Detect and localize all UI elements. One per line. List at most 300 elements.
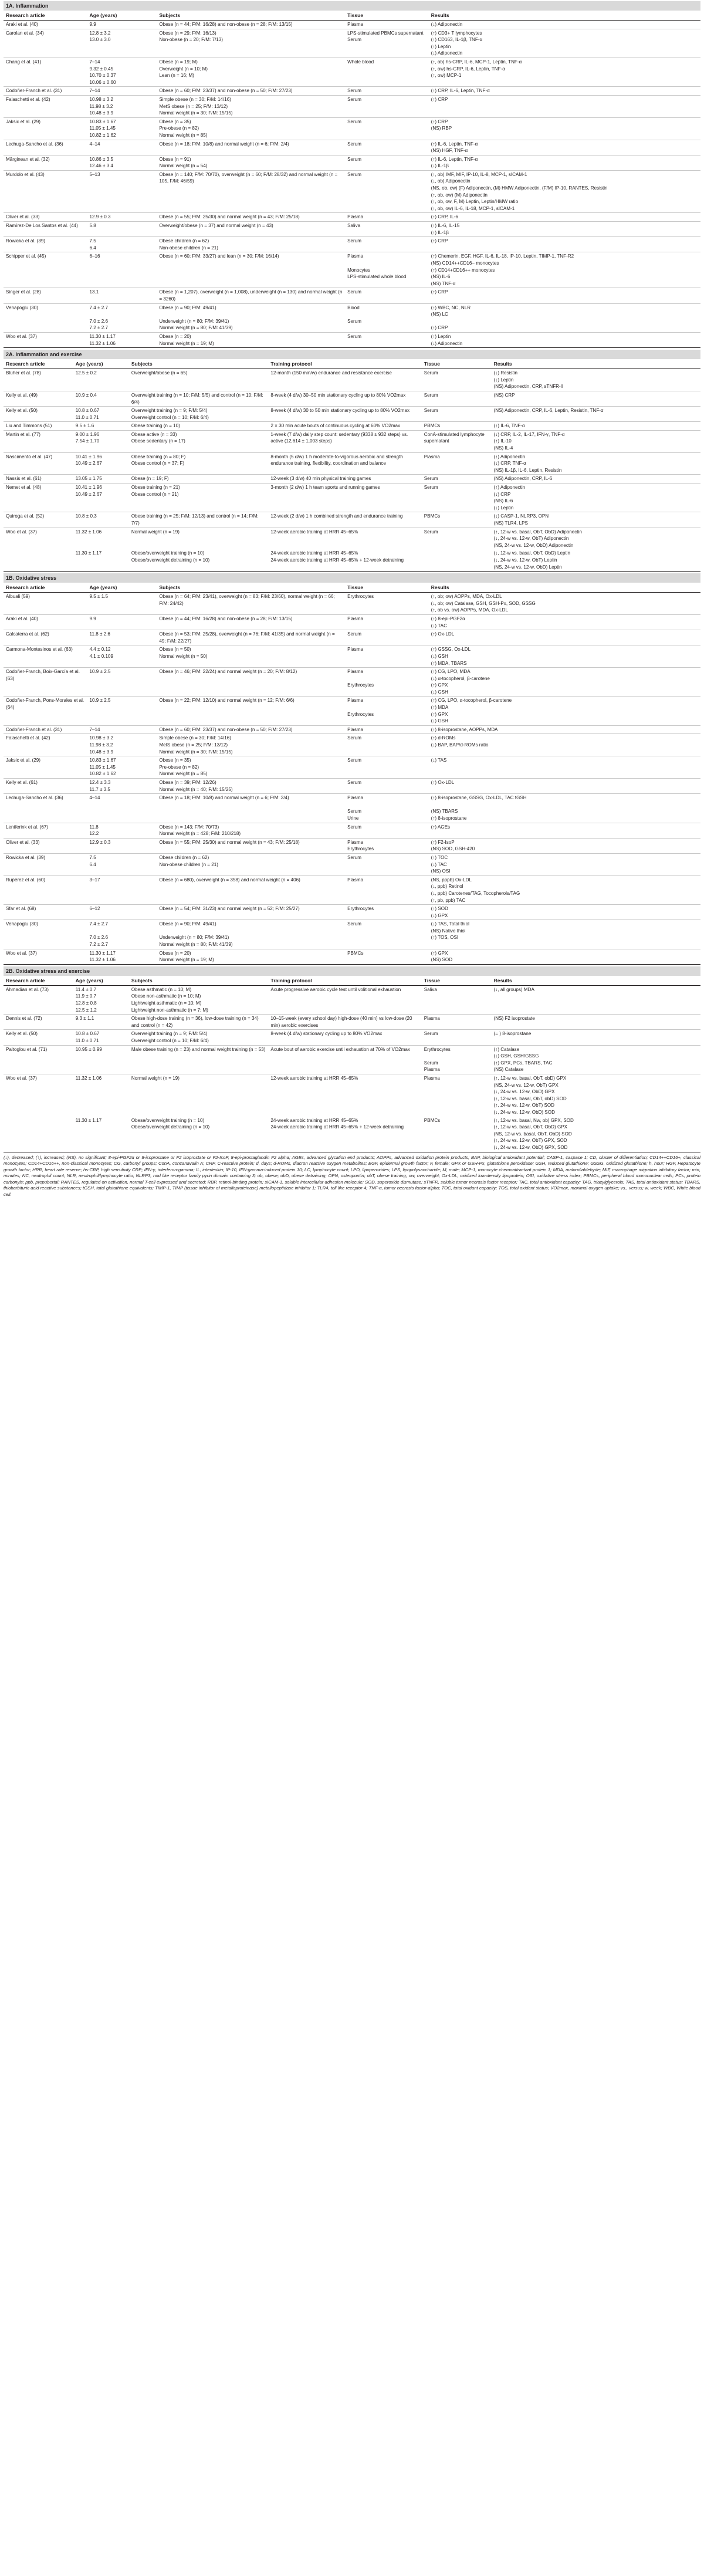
table-cell: (↑) GPX (NS) SOD xyxy=(429,949,700,964)
table-cell: Acute bout of aerobic exercise until exhaustion at 70% of VO2max xyxy=(268,1045,421,1074)
table-cell: Obese (n = 90; F/M: 49/41) Underweight (n = 80; F/M: 39/41) Normal weight (n = 80; F/M: 41/39) xyxy=(157,303,345,332)
research-article-cell: Jaksic et al. (29) xyxy=(4,117,87,140)
column-header: Age (years) xyxy=(87,11,157,21)
table-row xyxy=(4,252,700,288)
table-cell: 10.98 ± 3.2 11.98 ± 3.2 10.48 ± 3.9 xyxy=(87,95,157,117)
table-cell: (↑) CRP xyxy=(429,95,700,117)
table-cell: Obese training (n = 21) Obese control (n = 21) xyxy=(129,484,269,512)
table-cell: 24-week aerobic training at HRR 45–65% 24-week aerobic training at HRR 45–65% + 12-week detraining xyxy=(270,550,404,563)
table-row xyxy=(4,823,700,838)
table-cell: Serum xyxy=(422,475,492,484)
table-cell: 12-week aerobic training at HRR 45–65% xyxy=(268,528,421,549)
table-cell: Obese (n = 60; F/M: 33/27) and lean (n = 30; F/M: 16/14) xyxy=(157,252,345,288)
table-cell: (↑, ob) hs-CRP, IL-6, MCP-1, Leptin, TNF-α (↑, ow) hs-CRP, IL-6, Leptin, TNF-α (↑, ow) MCP-1 xyxy=(429,58,700,86)
table-row xyxy=(4,369,700,391)
research-article-cell: Murdolo et al. (43) xyxy=(4,170,87,213)
table-cell: Serum xyxy=(345,140,429,155)
table-cell: (↑, ob; ow) AOPPs, MDA, Ox-LDL (↓, ob; ow) Catalase, GSH, GSH-Px, SOD, GSSG (↑, ob vs. ow) AOPPs, MDA, Ox-LDL xyxy=(431,594,536,613)
table-cell: Serum xyxy=(422,391,492,406)
table-cell: (↑, ob) IMF, MIF, IP-10, IL-8, MCP-1, sICAM-1 (↓, ob) Adiponectin (NS, ob, ow) (F) Adiponectin, (M) HMW Adiponectin, (F/M) IP-10, RANTES, Resistin (↑, ob, ow) (M) Adiponectin (↑, ob, ow, F, M) Leptin, Leptin/HMW ratio (↑, ob, ow) IL-6, IL-18, MCP-1, sICAM-1 xyxy=(429,170,700,213)
table-cell: Serum xyxy=(422,528,492,549)
research-article-cell: Codoñer-Franch, Boix-García et al. (63) xyxy=(4,668,87,697)
table-cell: 4–14 xyxy=(87,140,157,155)
table-cell: 11.8 12.2 xyxy=(87,823,157,838)
table-cell: 11.8 ± 2.6 xyxy=(87,630,157,645)
table-cell: Obese training (n = 10) xyxy=(129,422,269,431)
data-table xyxy=(4,11,700,347)
table-cell: 1-week (7 d/w) daily step count: sedentary (9338 ± 932 steps) vs. active (12,614 ± 1,003 steps) xyxy=(268,430,421,452)
table-cell: (↑) WBC, NC, NLR (NS) LC (↑) CRP xyxy=(429,303,700,332)
table-cell: 3-month (2 d/w) 1 h team sports and running games xyxy=(268,484,421,512)
table-cell: (↑) Ox-LDL xyxy=(429,630,700,645)
table-cell: Overweight training (n = 9; F/M: 5/4) Overweight control (n = 10; F/M: 6/4) xyxy=(129,407,269,422)
column-header: Age (years) xyxy=(87,583,157,593)
table-cell: Serum xyxy=(345,237,429,252)
column-header: Research article xyxy=(4,359,73,369)
table-cell: Obese (n = 18; F/M: 10/8) and normal weight (n = 6; F/M: 2/4) xyxy=(157,794,345,823)
research-article-cell: Dennis et al. (72) xyxy=(4,1015,73,1030)
column-header: Subjects xyxy=(129,359,269,369)
table-cell: Serum xyxy=(345,288,429,303)
table-cell: Simple obese (n = 30; F/M: 14/16) MetS obese (n = 25; F/M: 13/12) Normal weight (n = 30; F/M: 15/15) xyxy=(157,95,345,117)
table-cell: Obese high-dose training (n = 36), low-dose training (n = 34) and control (n = 42) xyxy=(129,1015,269,1030)
table-row xyxy=(4,155,700,170)
table-row xyxy=(4,237,700,252)
table-row xyxy=(4,222,700,237)
table-cell: Plasma xyxy=(345,725,429,734)
research-article-cell xyxy=(4,1117,73,1152)
research-article-cell: Albuali (59) xyxy=(6,594,30,600)
research-article-cell: Codoñer-Franch, Pons-Morales et al. (64) xyxy=(4,697,87,725)
table-cell: Plasma Erythrocytes xyxy=(345,668,429,697)
table-row xyxy=(4,58,700,86)
research-article-cell: Woo et al. (37) xyxy=(4,332,87,347)
research-article-cell: Jaksic et al. (29) xyxy=(4,756,87,779)
table-cell: 7.4 ± 2.7 7.0 ± 2.6 7.2 ± 2.7 xyxy=(87,920,157,949)
table-cell: (NS, pppb) Ox-LDL (↓, ppb) Retinol (↓, ppb) Carotenes/TAG, Tocopherols/TAG (↑, pb, ppb) TAC xyxy=(429,875,700,904)
table-cell: PBMCs xyxy=(424,1117,441,1123)
table-cell: Serum xyxy=(345,170,429,213)
table-cell: 4–14 xyxy=(87,794,157,823)
table-cell: (↓, 12-w vs. basal, ObT, ObD) Leptin (↓, 24-w vs. 12-w, ObT) Leptin (NS, 24-w vs. 12-w, ObD) Leptin xyxy=(493,550,571,570)
table-row xyxy=(4,920,700,949)
table-row xyxy=(4,756,700,779)
table-cell: (= ) 8-isoprostane xyxy=(492,1030,700,1045)
table-cell: Obese (n = 55; F/M: 25/30) and normal weight (n = 43; F/M: 25/18) xyxy=(157,213,345,222)
table-row xyxy=(4,838,700,853)
table-cell: Male obese training (n = 23) and normal weight training (n = 53) xyxy=(129,1045,269,1074)
table-row xyxy=(4,875,700,904)
table-cell: Obese (n = 29; F/M: 16/13) Non-obese (n = 20; F/M: 7/13) xyxy=(157,29,345,58)
table-cell: 12-week (2 d/w) 1 h combined strength and endurance training xyxy=(268,512,421,528)
table-cell: Obese/overweight training (n = 10) Obese/overweight detraining (n = 10) xyxy=(131,550,210,563)
research-article-cell: Oliver et al. (33) xyxy=(4,838,87,853)
table-cell: 11.30 ± 1.17 11.32 ± 1.06 xyxy=(87,332,157,347)
research-article-cell: Carmona-Montesinos et al. (63) xyxy=(4,645,87,668)
research-article-cell: Kelly et al. (61) xyxy=(4,779,87,794)
table-cell: (↓) CRP, IL-2, IL-17, IFN-γ, TNF-α (↑) IL-10 (NS) IL-4 xyxy=(492,430,700,452)
research-article-cell: Codoñer-Franch et al. (31) xyxy=(4,725,87,734)
table-cell: Obese/overweight training (n = 10) Obese/overweight detraining (n = 10) xyxy=(131,1117,210,1130)
table-cell: 10.8 ± 0.67 11.0 ± 0.71 xyxy=(73,1030,129,1045)
research-article-cell: Chang et al. (41) xyxy=(4,58,87,86)
table-cell: 5.8 xyxy=(87,222,157,237)
table-cell: Obese (n = 90; F/M: 49/41) Underweight (n = 80; F/M: 39/41) Normal weight (n = 80; F/M: 41/39) xyxy=(157,920,345,949)
table-cell: 6–16 xyxy=(87,252,157,288)
table-cell: Obese (n = 44; F/M: 16/28) and non-obese (n = 28; F/M: 13/15) xyxy=(159,22,293,27)
table-cell: (↑) GSSG, Ox-LDL (↓) GSH (↑) MDA, TBARS xyxy=(429,645,700,668)
table-cell: Obese asthmatic (n = 10; M) Obese non-asthmatic (n = 10; M) Lightweight asthmatic (n = 10; M) Lightweight non-asthmatic (n = 7; M) xyxy=(131,986,208,1013)
table-row xyxy=(4,21,700,29)
table-row xyxy=(4,117,700,140)
table-cell: (↑) CG, LPO, MDA (↓) α-tocopherol, β-carotene (↑) GPX (↓) GSH xyxy=(429,668,700,697)
table-row xyxy=(4,95,700,117)
table-cell: Obese training (n = 25; F/M: 12/13) and control (n = 14; F/M: 7/7) xyxy=(129,512,269,528)
research-article-cell: Nassis et al. (61) xyxy=(4,475,73,484)
research-article-cell: Ramírez-De Los Santos et al. (44) xyxy=(4,222,87,237)
table-cell: Obese (n = 1,207), overweight (n = 1,008), underweight (n = 130) and normal weight (n = 3260) xyxy=(157,288,345,303)
table-cell: Obese (n = 54; F/M: 31/23) and normal weight (n = 52; F/M: 25/27) xyxy=(157,905,345,920)
research-article-cell: Woo et al. (37) xyxy=(4,528,73,549)
table-cell xyxy=(422,549,492,571)
table-cell: Serum xyxy=(345,155,429,170)
table-cell: 7–14 xyxy=(87,87,157,96)
table-row xyxy=(4,593,700,615)
research-article-cell: Mărginean et al. (32) xyxy=(4,155,87,170)
table-cell: 7–14 9.32 ± 0.45 10.70 ± 0.37 10.06 ± 0.60 xyxy=(87,58,157,86)
table-row xyxy=(4,1074,700,1116)
research-article-cell: Ahmadian et al. (73) xyxy=(6,986,49,992)
table-cell: 10.9 ± 2.5 xyxy=(87,668,157,697)
table-cell: Serum xyxy=(345,332,429,347)
column-header: Subjects xyxy=(129,976,269,986)
table-cell: 12-month (150 min/w) endurance and resistance exercise xyxy=(270,370,392,376)
data-table xyxy=(4,583,700,964)
table-cell: (NS) CRP xyxy=(492,391,700,406)
table-cell: 12-week aerobic training at HRR 45–65% xyxy=(268,1074,421,1116)
column-header: Training protocol xyxy=(268,359,421,369)
table-row xyxy=(4,140,700,155)
table-cell: (↑) Ox-LDL xyxy=(429,779,700,794)
research-article-cell: Blüher et al. (78) xyxy=(6,370,41,376)
column-header: Training protocol xyxy=(268,976,421,986)
table-cell: Plasma xyxy=(345,614,429,630)
table-cell: 12.9 ± 0.3 xyxy=(87,838,157,853)
table-cell: 5–13 xyxy=(87,170,157,213)
section-title: 1B. Oxidative stress xyxy=(4,573,700,583)
table-cell: 10.41 ± 1.96 10.49 ± 2.67 xyxy=(73,484,129,512)
table-cell: Obese (n = 20) Normal weight (n = 19; M) xyxy=(157,949,345,964)
table-cell: 10.8 ± 0.67 11.0 ± 0.71 xyxy=(73,407,129,422)
column-header: Results xyxy=(492,359,700,369)
table-row xyxy=(4,303,700,332)
table-cell: Plasma xyxy=(422,452,492,475)
table-cell: Obese (n = 60; F/M: 23/37) and non-obese (n = 50; F/M: 27/23) xyxy=(157,87,345,96)
research-article-cell: Schipper et al. (45) xyxy=(4,252,87,288)
table-cell: 10.83 ± 1.67 11.05 ± 1.45 10.82 ± 1.62 xyxy=(87,117,157,140)
research-article-cell: Rupérez et al. (60) xyxy=(4,875,87,904)
table-row xyxy=(4,512,700,528)
table-cell: Obese (n = 143; F/M: 70/73) Normal weight (n = 428; F/M: 210/218) xyxy=(157,823,345,838)
table-row xyxy=(4,697,700,725)
data-table xyxy=(4,359,700,571)
research-article-cell: Kelly et al. (50) xyxy=(4,407,73,422)
table-row xyxy=(4,853,700,875)
column-header: Tissue xyxy=(422,976,492,986)
table-cell: Plasma Erythrocytes xyxy=(345,697,429,725)
table-cell: Obese (n = 46; F/M: 22/24) and normal weight (n = 20; F/M: 8/12) xyxy=(157,668,345,697)
table-footnote: (↓), decreased; (↑), increased; (NS), no significant; 8-epi-PGF2α or 8-isoprostane or F2 isoprostate or F2-IsoP, 8-epi-prostaglandin F2 alpha; AGEs, advanced glycation end products; AOPPs, advanced oxidation protein products; BAP, biological antioxidant potential; CASP-1, caspase 1; CD, cluster of differentiation; CD14++CD16+, classical monocytes; CD14+CD16++, non-classical monocytes; CG, carbonyl groups; ConA, concanavalin A; CRP, C-reactive protein; d, days; d-ROMs, diacron reactive oxygen metabolites; EGF, epidermal growth factor; F, female; GPX or GSH-Px, glutathione peroxidase; GSH, reduced glutathione; GSSG, oxidized glutathione; h, hour; HGF, Hepatocyte growth factor; HRR, heart rate reserve; hs-CRP, high sensitivity CRP; IFN-γ, interferon-gamma; IL, interleukin; IP-10, IFN-gamma-induced protein 10; LC, lymphocyte count; LPO, lipoperoxides; LPS, lipopolysaccharide; M, male; MCP-1, monocyte chemoattractant protein 1; MDA, malondialdehyde; MIF, macrophage migration inhibitory factor; min, minutes; NC, neutrophil count; NLR, neutrophil/lymphocyte ratio; NLRP3, nod like receptor family pyrin domain containing 3; ob, obese; obD, obese detraining; OPN, osteopontin; obT, obese training; ow, overweight; Ox-LDL, oxidized low-density lipoprotein; OSI, oxidative stress index; PBMCs, peripheral blood mononuclear cells; PCs, protein carbonyls; ppb, prepubertal; RANTES, regulated on activation, normal T-cell expressed and secreted; RBP, retinol-binding protein; sICAM-1, soluble intercellular adhesion molecule; SOD, superoxide dismutase; sTNFR, soluble tumor necrosis factor receptor; TAC, total antioxidant capacity; TAG, triacylglycerols; TAS, total antioxidant status; TBARS, thiobarbituric acid reactive substances; tGSH, total glutathione equivalents; TIMP-1, TIMP (tissue inhibitor of metalloproteinase) metallopeptidase inhibitor 1; TLR4, toll like receptor 4; TNF-α, tumor necrosis factor-alpha; TOC, total oxidant capacity; TOS, total oxidant status; VO2max, maximal oxygen uptake; vs., versus; w, week; WBC, White blood cell. xyxy=(4,1154,700,1198)
table-row xyxy=(4,87,700,96)
table-cell: Obese (n = 18; F/M: 10/8) and normal weight (n = 6; F/M: 2/4) xyxy=(157,140,345,155)
table-cell: 9.9 xyxy=(87,614,157,630)
research-article-cell: Araki et al. (40) xyxy=(6,22,38,27)
table-row xyxy=(4,29,700,58)
table-cell: (↑) 8-epi-PGF2α (↓) TAC xyxy=(429,614,700,630)
table-cell: 11.30 ± 1.17 xyxy=(75,1117,102,1123)
table-cell: (↑) 8-isoprostane, AOPPs, MDA xyxy=(429,725,700,734)
table-cell: Obese (n = 19; F) xyxy=(129,475,269,484)
table-row xyxy=(4,905,700,920)
table-cell: 11.32 ± 1.06 xyxy=(73,528,129,549)
column-header: Tissue xyxy=(345,11,429,21)
table-cell: Serum xyxy=(345,853,429,875)
table-cell: LPS-stimulated PBMCs supernatant Serum xyxy=(345,29,429,58)
table-cell: (↓, all groups) MDA xyxy=(493,986,534,992)
table-cell: Obese (n = 50) Normal weight (n = 50) xyxy=(157,645,345,668)
table-cell: (↑) SOD (↓) GPX xyxy=(429,905,700,920)
table-cell: (NS) Adiponectin, CRP, IL-6 xyxy=(492,475,700,484)
table-cell: Serum xyxy=(422,407,492,422)
table-cell: 10.9 ± 0.4 xyxy=(73,391,129,406)
table-cell: Serum xyxy=(345,756,429,779)
table-section-2b xyxy=(4,966,700,1152)
table-cell: 7.4 ± 2.7 7.0 ± 2.6 7.2 ± 2.7 xyxy=(87,303,157,332)
table-cell: Plasma xyxy=(345,213,429,222)
table-cell: 10.98 ± 3.2 11.98 ± 3.2 10.48 ± 3.9 xyxy=(87,734,157,756)
table-cell: 10–15-week (every school day) high-dose (40 min) vs low-dose (20 min) aerobic exercises xyxy=(268,1015,421,1030)
table-section-1b xyxy=(4,573,700,965)
table-cell: Plasma Monocytes LPS-stimulated whole blood xyxy=(345,252,429,288)
table-cell: 11.30 ± 1.17 11.32 ± 1.06 xyxy=(87,949,157,964)
table-cell: 9.3 ± 1.1 xyxy=(73,1015,129,1030)
table-cell: Obese children (n = 62) Non-obese children (n = 21) xyxy=(157,853,345,875)
table-cell: Serum xyxy=(422,484,492,512)
table-cell: (↑) Catalase (↓) GSH, GSH/GSSG (↑) GPX, PCs, TBARS, TAC (NS) Catalase xyxy=(492,1045,700,1074)
table-cell: Erythrocytes xyxy=(345,905,429,920)
research-article-cell: Vehapoglu (30) xyxy=(4,303,87,332)
column-header: Research article xyxy=(4,583,87,593)
table-row xyxy=(4,475,700,484)
table-cell: Serum xyxy=(345,734,429,756)
table-cell: (↑) IL-6, IL-15 (↑) IL-1β xyxy=(429,222,700,237)
table-cell: 9.5 ± 1.6 xyxy=(73,422,129,431)
table-row xyxy=(4,1030,700,1045)
table-cell: 10.83 ± 1.67 11.05 ± 1.45 10.82 ± 1.62 xyxy=(87,756,157,779)
research-article-cell: Rowicka et al. (39) xyxy=(4,853,87,875)
section-title: 1A. Inflammation xyxy=(4,1,700,11)
table-cell: 8-week (4 d/w) stationary cycling up to 80% VO2max xyxy=(268,1030,421,1045)
table-cell: Overweight/obese (n = 65) xyxy=(131,370,188,376)
table-cell: Serum xyxy=(345,920,429,949)
table-document xyxy=(4,1,700,1152)
table-cell: 9.9 xyxy=(89,22,96,27)
research-article-cell: Kelly et al. (50) xyxy=(4,1030,73,1045)
table-cell: PBMCs xyxy=(422,512,492,528)
table-cell: Obese training (n = 80; F) Obese control (n = 37; F) xyxy=(129,452,269,475)
table-row xyxy=(4,614,700,630)
table-cell: Saliva xyxy=(424,986,437,992)
research-article-cell xyxy=(4,549,73,571)
table-cell: (↑) CRP (NS) RBP xyxy=(429,117,700,140)
table-cell: 11.32 ± 1.06 xyxy=(73,1074,129,1116)
table-cell: Obese (n = 35) Pre-obese (n = 82) Normal weight (n = 85) xyxy=(157,117,345,140)
table-cell: Normal weight (n = 19) xyxy=(129,1074,269,1116)
table-row xyxy=(4,288,700,303)
table-cell: Obese (n = 20) Normal weight (n = 19; M) xyxy=(157,332,345,347)
table-cell: Serum xyxy=(345,823,429,838)
table-cell: 7–14 xyxy=(87,725,157,734)
table-row xyxy=(4,794,700,823)
table-cell: Serum xyxy=(345,630,429,645)
table-cell: 7.5 6.4 xyxy=(87,853,157,875)
column-header: Age (years) xyxy=(73,359,129,369)
table-cell: Plasma Serum Urine xyxy=(345,794,429,823)
column-header: Results xyxy=(429,11,700,21)
table-row xyxy=(4,645,700,668)
table-cell: (↑) Leptin (↓) Adiponectin xyxy=(429,332,700,347)
table-cell: Serum xyxy=(422,1030,492,1045)
research-article-cell: Calcaterra et al. (62) xyxy=(4,630,87,645)
column-header: Age (years) xyxy=(73,976,129,986)
table-cell: 9.00 ± 1.96 7.54 ± 1.70 xyxy=(73,430,129,452)
table-cell: Plasma xyxy=(422,1074,492,1116)
table-cell: ConA-stimulated lymphocyte supernatant xyxy=(422,430,492,452)
table-cell: 12.4 ± 3.3 11.7 ± 3.5 xyxy=(87,779,157,794)
table-cell: 8-week (4 d/w) 30–50 min stationary cycling up to 80% VO2max xyxy=(268,391,421,406)
data-table xyxy=(4,976,700,1152)
table-row xyxy=(4,725,700,734)
table-cell: 7.5 6.4 xyxy=(87,237,157,252)
table-cell: 13.1 xyxy=(87,288,157,303)
table-cell: Erythrocytes xyxy=(347,594,374,600)
research-article-cell: Vehapoglu (30) xyxy=(4,920,87,949)
table-cell: Serum xyxy=(345,117,429,140)
table-cell: (↑) CRP, IL-6 xyxy=(429,213,700,222)
research-article-cell: Quiroga et al. (52) xyxy=(4,512,73,528)
table-cell: PBMCs xyxy=(345,949,429,964)
table-cell: (↓) Adiponectin xyxy=(431,22,463,27)
table-cell: Whole blood xyxy=(345,58,429,86)
table-cell: (↑) CD3+ T lymphocytes (↑) CD163, IL-1β, TNF-α (↑) Leptin (↓) Adiponectin xyxy=(429,29,700,58)
table-cell: (↑) Adiponectin (↓) CRP, TNF-α (NS) IL-1β, IL-6, Leptin, Resistin xyxy=(492,452,700,475)
table-cell: Obese (n = 55; F/M: 25/30) and normal weight (n = 43; F/M: 25/18) xyxy=(157,838,345,853)
research-article-cell: Carolan et al. (34) xyxy=(4,29,87,58)
table-cell: Plasma Erythrocytes xyxy=(345,838,429,853)
table-cell: (↓) TAS, Total thiol (NS) Native thiol (↑) TOS, OSI xyxy=(429,920,700,949)
table-row xyxy=(4,430,700,452)
research-article-cell: Codoñer-Franch et al. (31) xyxy=(4,87,87,96)
research-article-cell: Nascimento et al. (47) xyxy=(4,452,73,475)
table-row xyxy=(4,949,700,964)
research-article-cell: Lentferink et al. (67) xyxy=(4,823,87,838)
table-cell: Obese (n = 22; F/M: 12/10) and normal weight (n = 12; F/M: 6/6) xyxy=(157,697,345,725)
table-cell: (↑) IL-6, TNF-α xyxy=(492,422,700,431)
column-header: Research article xyxy=(4,11,87,21)
table-cell: Obese (n = 140; F/M: 70/70), overweight (n = 60; F/M: 28/32) and normal weight (n = 105, F/M: 46/59) xyxy=(157,170,345,213)
table-row xyxy=(4,779,700,794)
research-article-cell: Falaschetti et al. (42) xyxy=(4,734,87,756)
table-cell: 10.8 ± 0.3 xyxy=(73,512,129,528)
table-cell: Serum xyxy=(345,95,429,117)
table-cell: (↑) CRP, IL-6, Leptin, TNF-α xyxy=(429,87,700,96)
table-cell: 24-week aerobic training at HRR 45–65% 24-week aerobic training at HRR 45–65% + 12-week detraining xyxy=(270,1117,404,1130)
research-article-cell: Liu and Timmons (51) xyxy=(4,422,73,431)
table-cell: 9.5 ± 1.5 xyxy=(89,594,108,600)
table-cell: (↓) Resistin (↓) Leptin (NS) Adiponectin, CRP, sTNFR-II xyxy=(493,370,564,390)
table-cell: Plasma xyxy=(345,875,429,904)
table-row xyxy=(4,332,700,347)
research-article-cell: Paltoglou et al. (71) xyxy=(4,1045,73,1074)
table-cell: 2 × 30 min acute bouts of continuous cycling at 60% VO2max xyxy=(268,422,421,431)
column-header: Subjects xyxy=(157,11,345,21)
table-cell: 11.4 ± 0.7 11.9 ± 0.7 12.8 ± 0.8 12.5 ± 1.2 xyxy=(75,986,97,1013)
table-row xyxy=(4,528,700,549)
table-cell: Obese (n = 60; F/M: 23/37) and non-obese (n = 50; F/M: 27/23) xyxy=(157,725,345,734)
research-article-cell: Singer et al. (28) xyxy=(4,288,87,303)
research-article-cell: Kelly et al. (49) xyxy=(4,391,73,406)
research-article-cell: Lechuga-Sancho et al. (36) xyxy=(4,140,87,155)
table-cell: Erythrocytes Serum Plasma xyxy=(422,1045,492,1074)
research-article-cell: Falaschetti et al. (42) xyxy=(4,95,87,117)
table-cell: Obese (n = 44; F/M: 16/28) and non-obese (n = 28; F/M: 13/15) xyxy=(157,614,345,630)
research-article-cell: Araki et al. (40) xyxy=(4,614,87,630)
table-section-2a xyxy=(4,350,700,572)
table-cell: (↓) CASP-1, NLRP3, OPN (NS) TLR4, LPS xyxy=(492,512,700,528)
table-row xyxy=(4,668,700,697)
column-header: Tissue xyxy=(422,359,492,369)
table-cell: 8-week (4 d/w) 30 to 50 min stationary cycling up to 80% VO2max xyxy=(268,407,421,422)
table-cell: (NS) F2 isoprostate xyxy=(492,1015,700,1030)
table-cell: 12.8 ± 3.2 13.0 ± 3.0 xyxy=(87,29,157,58)
column-header: Results xyxy=(492,976,700,986)
table-row xyxy=(4,422,700,431)
table-cell: Obese (n = 35) Pre-obese (n = 82) Normal weight (n = 85) xyxy=(157,756,345,779)
table-cell: (↑) CG, LPO, α-tocopherol, β-carotene (↑) MDA (↑) GPX (↓) GSH xyxy=(429,697,700,725)
table-cell: (↑, 12-w vs. basal, ObT, ObD) Adiponectin (↓, 24-w vs. 12-w, ObT) Adiponectin (NS, 24-w vs. 12-w, ObD) Adiponectin xyxy=(492,528,700,549)
table-cell: 10.41 ± 1.96 10.49 ± 2.67 xyxy=(73,452,129,475)
table-cell: (↑) TOC (↓) TAC (NS) OSI xyxy=(429,853,700,875)
table-cell: Obese (n = 64; F/M: 23/41), overweight (n = 83; F/M: 23/60), normal weight (n = 66; F/M: 24/42) xyxy=(159,594,335,606)
table-cell: (↑) F2-IsoP (NS) SOD, GSH-420 xyxy=(429,838,700,853)
section-title: 2A. Inflammation and exercise xyxy=(4,350,700,359)
table-cell: Obese (n = 39; F/M: 12/26) Normal weight (n = 40; F/M: 15/25) xyxy=(157,779,345,794)
table-row xyxy=(4,734,700,756)
table-cell: 10.9 ± 2.5 xyxy=(87,697,157,725)
table-row xyxy=(4,170,700,213)
table-cell: Simple obese (n = 30; F/M: 14/16) MetS obese (n = 25; F/M: 13/12) Normal weight (n = 30; F/M: 15/15) xyxy=(157,734,345,756)
table-cell: Obese active (n = 33) Obese sedentary (n = 17) xyxy=(129,430,269,452)
table-cell: Obese (n = 91) Normal weight (n = 54) xyxy=(157,155,345,170)
research-article-cell: Nemet et al. (48) xyxy=(4,484,73,512)
research-article-cell: Martin et al. (77) xyxy=(4,430,73,452)
table-cell: (↑, 12-w vs. basal, Nw, ob) GPX, SOD (↑, 12-w vs. basal, ObT, ObD) GPX (NS, 12-w vs. basal, ObT, ObD) SOD (↑, 24-w vs. 12-w, ObT) GPX, SOD (↓, 24-w vs. 12-w, ObD) GPX, SOD xyxy=(493,1117,574,1150)
table-cell: Saliva xyxy=(345,222,429,237)
table-row xyxy=(4,213,700,222)
table-cell: Obese (n = 19; M) Overweight (n = 10; M) Lean (n = 16; M) xyxy=(157,58,345,86)
table-cell: (↑) CRP xyxy=(429,288,700,303)
table-cell: 8-month (5 d/w) 1 h moderate-to-vigorous aerobic and strength endurance training, flexibility, coordination and balance xyxy=(268,452,421,475)
